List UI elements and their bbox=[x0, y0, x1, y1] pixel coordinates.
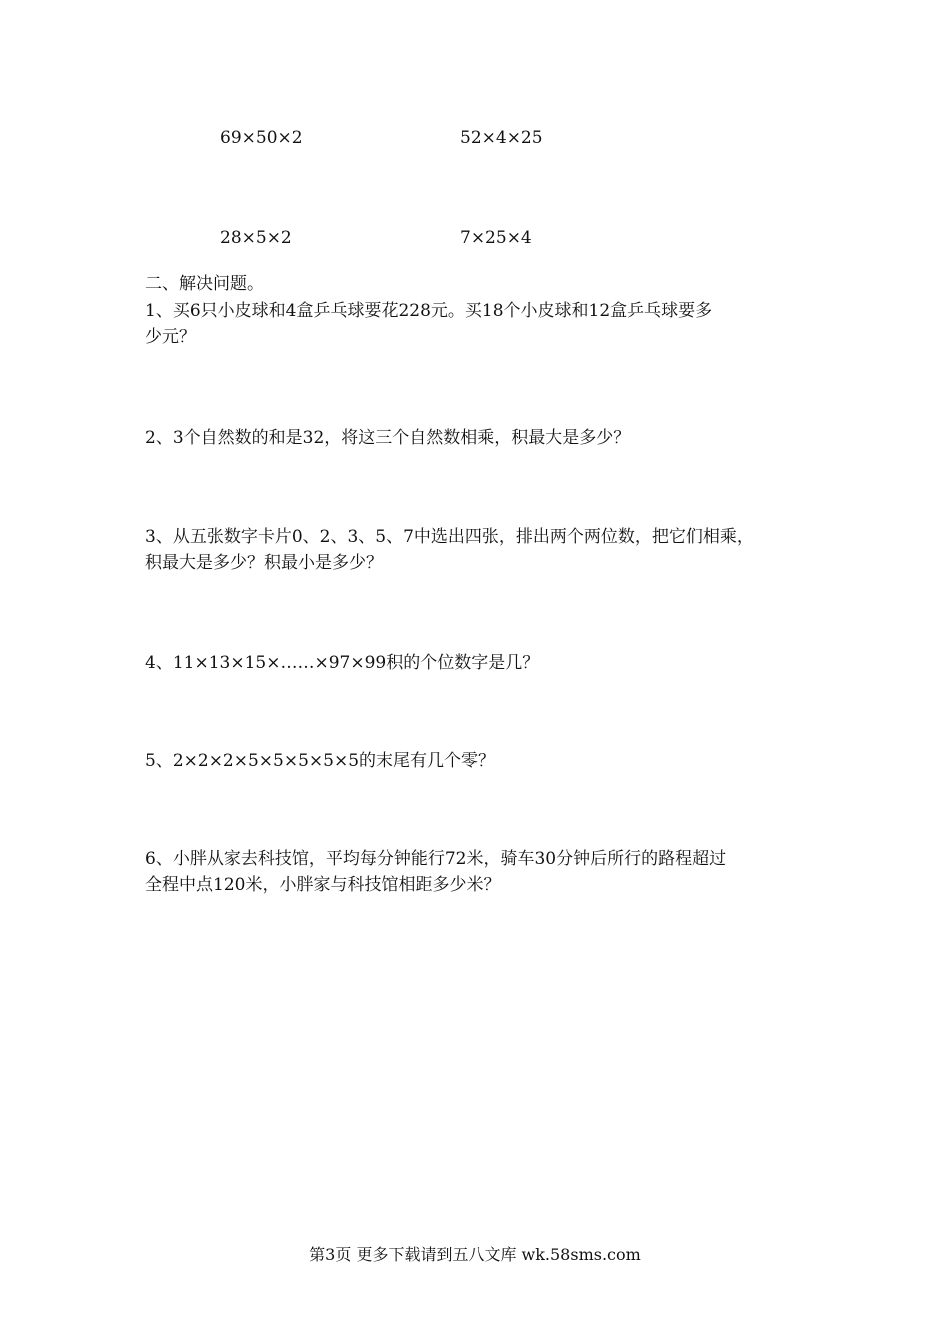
calc-expression: 69×50×2 bbox=[220, 128, 303, 148]
problem-line: 少元？ bbox=[145, 327, 196, 347]
problem-6 bbox=[145, 846, 825, 898]
problem-line: 5、2×2×2×5×5×5×5×5的末尾有几个零？ bbox=[145, 751, 496, 771]
problem-line: 2、3个自然数的和是32，将这三个自然数相乘，积最大是多少？ bbox=[145, 428, 631, 448]
problem-line: 3、从五张数字卡片0、2、3、5、7中选出四张，排出两个两位数，把它们相乘， bbox=[145, 527, 754, 547]
calc-expression: 52×4×25 bbox=[460, 128, 543, 148]
problem-5 bbox=[145, 748, 825, 774]
problem-line: 积最大是多少？积最小是多少？ bbox=[145, 553, 383, 573]
problem-1 bbox=[145, 298, 825, 350]
calc-expression: 7×25×4 bbox=[460, 228, 532, 248]
problem-line: 6、小胖从家去科技馆，平均每分钟能行72米，骑车30分钟后所行的路程超过 bbox=[145, 849, 727, 869]
problem-line: 4、11×13×15×……×97×99积的个位数字是几？ bbox=[145, 653, 540, 673]
problem-4 bbox=[145, 650, 825, 676]
problem-2 bbox=[145, 425, 825, 451]
calc-expression: 28×5×2 bbox=[220, 228, 292, 248]
problem-line: 1、买6只小皮球和4盒乒乓球要花228元。买18个小皮球和12盒乒乓球要多 bbox=[145, 301, 713, 321]
section-title: 二、解决问题。 bbox=[145, 274, 264, 294]
problem-3 bbox=[145, 524, 825, 576]
page-footer: 第3页 更多下载请到五八文库 wk.58sms.com bbox=[309, 1245, 641, 1264]
problem-line: 全程中点120米，小胖家与科技馆相距多少米？ bbox=[145, 875, 501, 895]
